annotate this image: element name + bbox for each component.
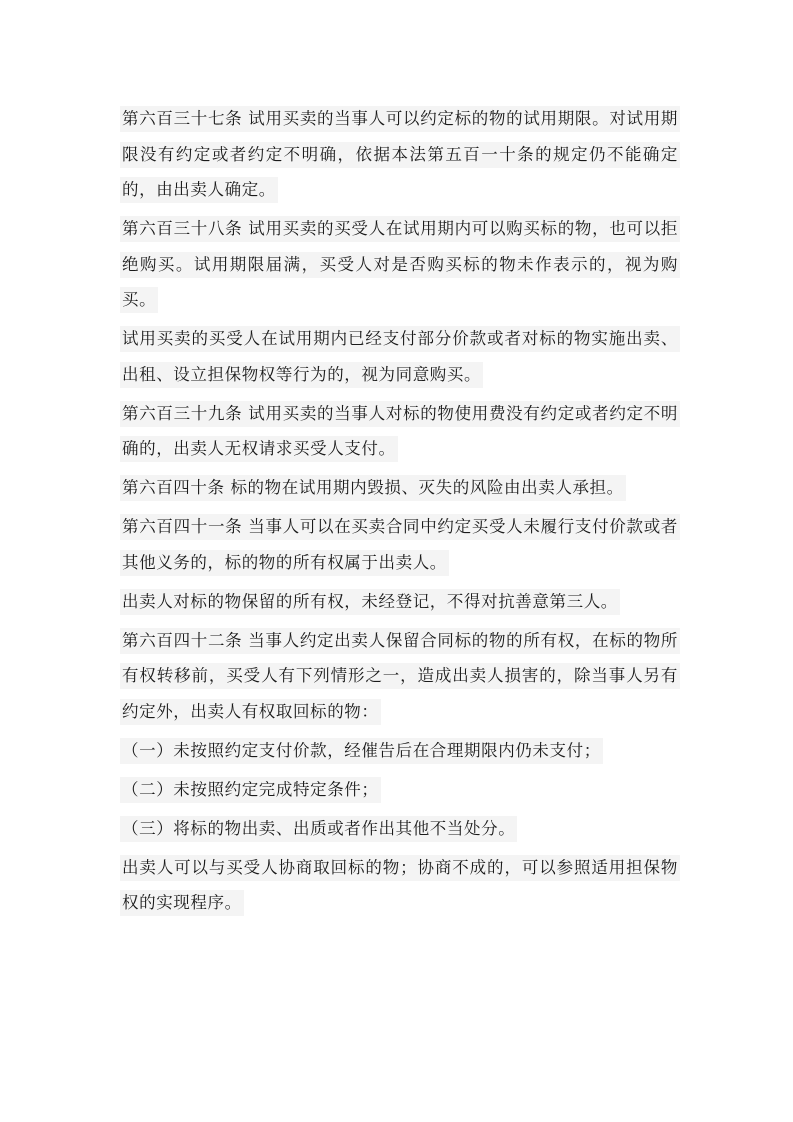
article-638-text: 第六百三十八条 试用买卖的买受人在试用期内可以购买标的物，也可以拒绝购买。试用期限届满，买受人对是否购买标的物未作表示的，视为购买。: [120, 216, 680, 313]
article-639-paragraph: [120, 396, 680, 467]
article-641-text: 第六百四十一条 当事人可以在买卖合同中约定买受人未履行支付价款或者其他义务的，标的物的所有权属于出卖人。: [120, 514, 680, 576]
article-642-item-1-paragraph: [120, 733, 680, 769]
document-body: [120, 101, 680, 924]
article-639-text: 第六百三十九条 试用买卖的当事人对标的物使用费没有约定或者约定不明确的，出卖人无权请求买受人支付。: [120, 401, 680, 463]
article-642-item-3-paragraph: [120, 811, 680, 847]
article-641-paragraph: [120, 509, 680, 580]
article-640-paragraph: [120, 470, 680, 506]
article-640-text: 第六百四十条 标的物在试用期内毁损、灭失的风险由出卖人承担。: [120, 475, 626, 501]
article-638-clause-2-text: 试用买卖的买受人在试用期内已经支付部分价款或者对标的物实施出卖、出租、设立担保物权等行为的，视为同意购买。: [120, 326, 680, 388]
article-637-text: 第六百三十七条 试用买卖的当事人可以约定标的物的试用期限。对试用期限没有约定或者约定不明确，依据本法第五百一十条的规定仍不能确定的，由出卖人确定。: [120, 106, 680, 203]
article-641-clause-2-text: 出卖人对标的物保留的所有权，未经登记，不得对抗善意第三人。: [120, 589, 620, 615]
article-638-clause-2-paragraph: [120, 321, 680, 392]
article-642-item-3-text: （三）将标的物出卖、出质或者作出其他不当处分。: [120, 816, 517, 842]
article-637-paragraph: [120, 101, 680, 208]
article-642-item-2-text: （二）未按照约定完成特定条件；: [120, 777, 381, 803]
article-642-item-1-text: （一）未按照约定支付价款，经催告后在合理期限内仍未支付；: [120, 738, 603, 764]
article-641-clause-2-paragraph: [120, 584, 680, 620]
article-642-paragraph: [120, 623, 680, 730]
article-642-text: 第六百四十二条 当事人约定出卖人保留合同标的物的所有权，在标的物所有权转移前，买受人有下列情形之一，造成出卖人损害的，除当事人另有约定外，出卖人有权取回标的物：: [120, 628, 680, 725]
article-642-clause-2-text: 出卖人可以与买受人协商取回标的物；协商不成的，可以参照适用担保物权的实现程序。: [120, 855, 680, 917]
article-642-clause-2-paragraph: [120, 850, 680, 921]
article-638-paragraph: [120, 211, 680, 318]
article-642-item-2-paragraph: [120, 772, 680, 808]
